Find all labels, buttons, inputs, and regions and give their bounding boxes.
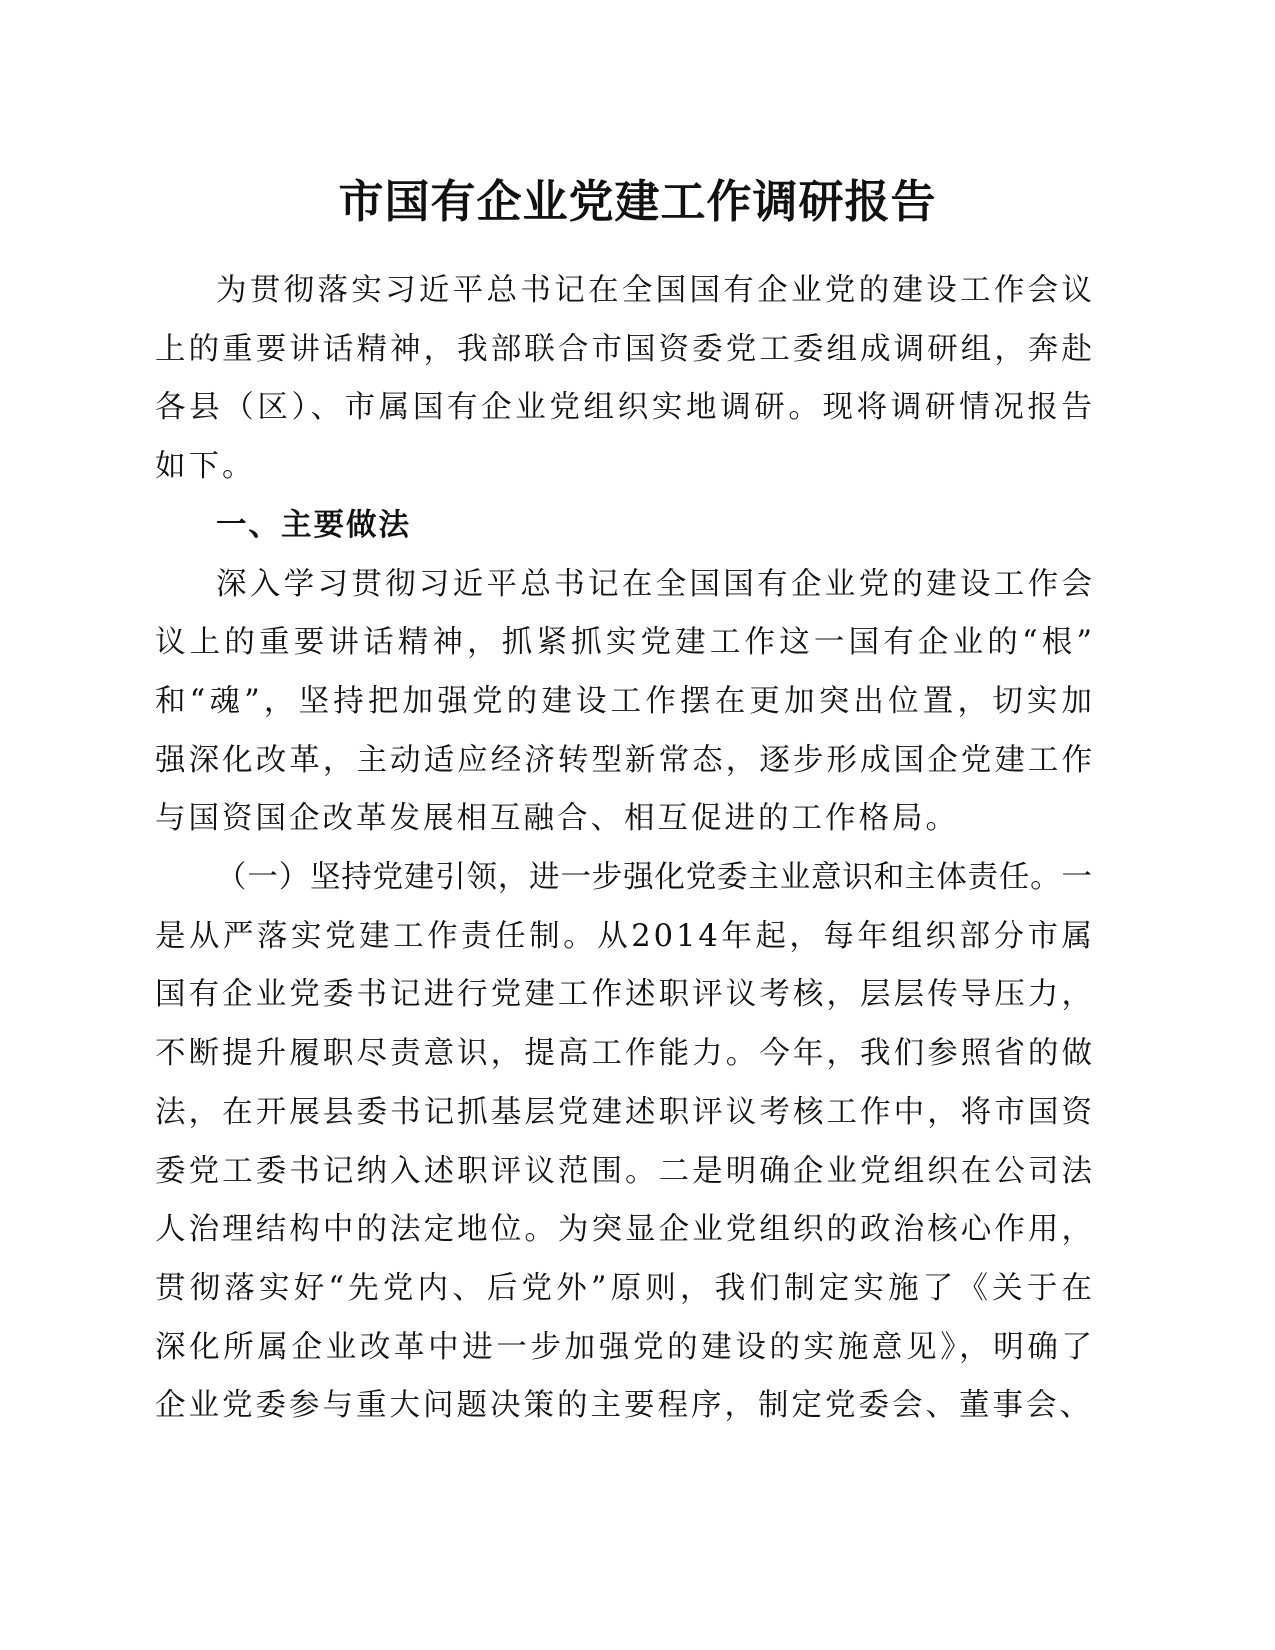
subsection-paragraph bbox=[155, 849, 1095, 1436]
subsection-heading: （一）坚持党建引领，进一步强化党委主业意识和主体责任。 bbox=[216, 860, 1062, 896]
subsection-body: 一是从严落实党建工作责任制。从2014年起，每年组织部分市属国有企业党委书记进行党建工作述职评议考核，层层传导压力，不断提升履职尽责意识，提高工作能力。今年，我们参照省的做法，在开展县委书记抓基层党建述职评议考核工作中，将市国资委党工委书记纳入述职评议范围。二是明确企业党组织在公司法人治理结构中的法定地位。为突显企业党组织的政治核心作用，贯彻落实好“先党内、后党外”原则，我们制定实施了《关于在深化所属企业改革中进一步加强党的建设的实施意见》，明确了企业党委参与重大问题决策的主要程序，制定党委会、董事会、 bbox=[155, 860, 1095, 1424]
document-title: 市国有企业党建工作调研报告 bbox=[338, 175, 937, 228]
document-body bbox=[155, 262, 1095, 1436]
section-paragraph: 深入学习贯彻习近平总书记在全国国有企业党的建设工作会议上的重要讲话精神，抓紧抓实党建工作这一国有企业的“根”和“魂”，坚持把加强党的建设工作摆在更加突出位置，切实加强深化改革，主动适应经济转型新常态，逐步形成国企党建工作与国资国企改革发展相互融合、相互促进的工作格局。 bbox=[155, 566, 1095, 837]
intro-paragraph: 为贯彻落实习近平总书记在全国国有企业党的建设工作会议上的重要讲话精神，我部联合市国资委党工委组成调研组，奔赴各县（区）、市属国有企业党组织实地调研。现将调研情况报告如下。 bbox=[155, 273, 1095, 485]
section-heading-main-practices: 一、主要做法 bbox=[216, 507, 411, 543]
